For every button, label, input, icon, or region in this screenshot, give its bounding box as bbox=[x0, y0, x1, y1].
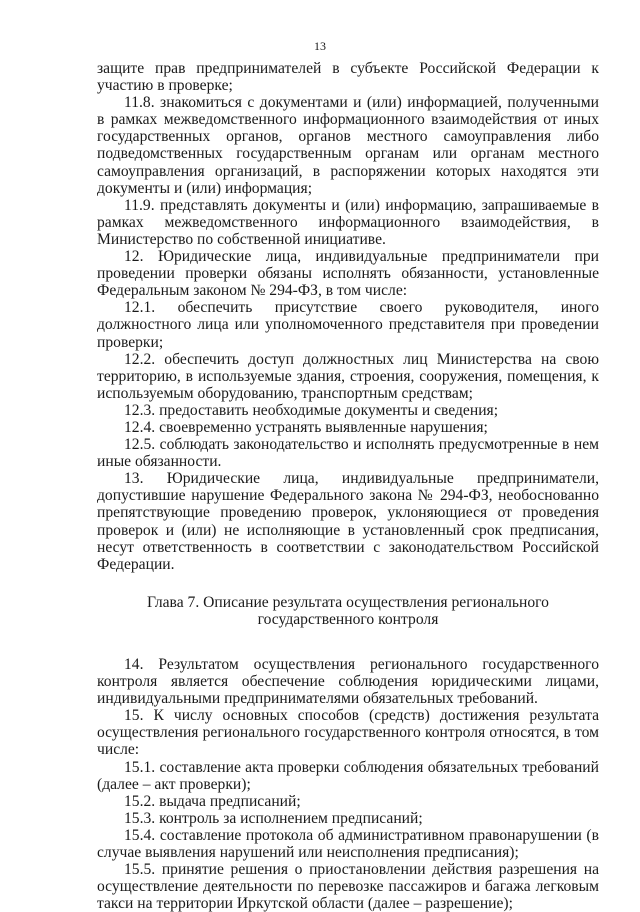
paragraph-11-8: 11.8. знакомиться с документами и (или) информацией, полученными в рамках межведомственного информационного взаимодействия от иных государственных органов, органов местного самоуправления либо подведомственных государственным органам или органам местного самоуправления организаций, в распоряжении которых находятся эти документы и (или) информация; bbox=[97, 94, 599, 197]
page-number: 13 bbox=[314, 39, 326, 53]
paragraph-12-4: 12.4. своевременно устранять выявленные нарушения; bbox=[124, 418, 488, 436]
paragraph-12: 12. Юридические лица, индивидуальные предприниматели при проведении проверки обязаны исполнять обязанности, установленные Федеральным законом № 294-ФЗ, в том числе: bbox=[97, 248, 599, 300]
paragraph-14: 14. Результатом осуществления регионального государственного контроля является обеспечение соблюдения юридическими лицами, индивидуальными предпринимателями обязательных требований. bbox=[97, 656, 599, 708]
document-body bbox=[97, 60, 599, 912]
chapter-heading: Глава 7. Описание результата осуществления регионального государственного контроля bbox=[147, 593, 549, 628]
paragraph-12-3: 12.3. предоставить необходимые документы и сведения; bbox=[124, 401, 499, 419]
paragraph-12-5: 12.5. соблюдать законодательство и исполнять предусмотренные в нем иные обязанности. bbox=[97, 436, 599, 471]
paragraph-12-2: 12.2. обеспечить доступ должностных лиц Министерства на свою территорию, в используемые здания, строения, сооружения, помещения, к используемым оборудованию, транспортным средствам; bbox=[97, 350, 599, 402]
paragraph-15-4: 15.4. составление протокола об административном правонарушении (в случае выявления нарушений или неисполнения предписания); bbox=[97, 826, 599, 862]
paragraph-15-2: 15.2. выдача предписаний; bbox=[124, 792, 301, 810]
paragraph-15: 15. К числу основных способов (средств) достижения результата осуществления регионального государственного контроля относятся, в том числе: bbox=[97, 707, 599, 759]
paragraph-continuation: защите прав предпринимателей в субъекте Российской Федерации к участию в проверке; bbox=[97, 60, 599, 95]
paragraph-11-9: 11.9. представлять документы и (или) информацию, запрашиваемые в рамках межведомственного информационного взаимодействия, в Министерство по собственной инициативе. bbox=[97, 196, 599, 248]
paragraph-12-1: 12.1. обеспечить присутствие своего руководителя, иного должностного лица или уполномоченного представителя при проведении проверки; bbox=[97, 299, 599, 351]
paragraph-15-3: 15.3. контроль за исполнением предписаний; bbox=[124, 809, 423, 827]
paragraph-15-1: 15.1. составление акта проверки соблюдения обязательных требований (далее – акт проверки); bbox=[97, 758, 599, 793]
paragraph-15-5: 15.5. принятие решения о приостановлении действия разрешения на осуществление деятельности по перевозке пассажиров и багажа легковым такси на территории Иркутской области (далее – разрешение); bbox=[97, 861, 599, 912]
paragraph-13: 13. Юридические лица, индивидуальные предприниматели, допустившие нарушение Федерального закона № 294-ФЗ, необоснованно препятствующие проведению проверок, уклоняющиеся от проведения проверок и (или) не исполняющие в установленный срок предписания, несут ответственность в соответствии с законодательством Российской Федерации. bbox=[97, 470, 599, 573]
